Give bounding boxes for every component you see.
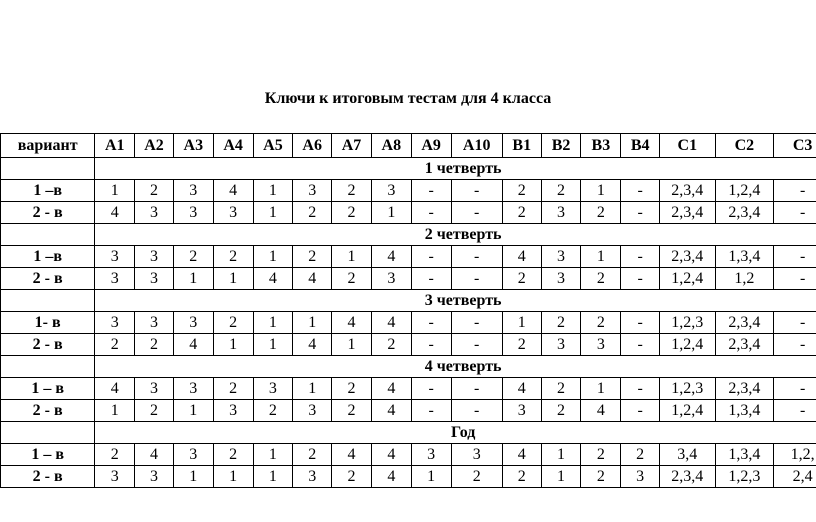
answer-cell: 1	[213, 466, 253, 488]
answer-cell: 3	[173, 312, 213, 334]
answer-cell: 4	[253, 268, 293, 290]
answer-cell: 2	[332, 202, 372, 224]
section-row	[1, 422, 816, 444]
answer-cell: 1,2,	[774, 444, 816, 466]
answer-cell: 2,3,4	[660, 202, 716, 224]
answer-cell: 2	[293, 202, 332, 224]
answer-cell: 4	[502, 378, 541, 400]
column-header: С1	[660, 134, 716, 158]
answer-cell: 4	[213, 180, 253, 202]
answer-cell: 3	[135, 312, 174, 334]
answer-cell: 4	[371, 312, 411, 334]
answer-cell: 3	[135, 246, 174, 268]
answer-cell: 2,3,4	[660, 466, 716, 488]
answer-cell: 4	[95, 202, 135, 224]
answer-cell: -	[774, 268, 816, 290]
section-label: 1 четверть	[95, 158, 816, 180]
column-header: А8	[371, 134, 411, 158]
answer-cell: 4	[502, 444, 541, 466]
column-header: В4	[621, 134, 660, 158]
answer-cell: 3	[502, 400, 541, 422]
answer-cell: 1	[253, 246, 293, 268]
variant-cell: 1 – в	[1, 444, 95, 466]
answer-cell: 3	[95, 246, 135, 268]
answer-cell: -	[451, 180, 502, 202]
answer-cell: 2	[332, 466, 372, 488]
column-header-variant: вариант	[1, 134, 95, 158]
variant-cell: 1 –в	[1, 246, 95, 268]
answer-cell: 3	[95, 268, 135, 290]
answer-cell: 1	[332, 246, 372, 268]
column-header: А1	[95, 134, 135, 158]
answer-cell: 1,2,4	[660, 268, 716, 290]
answer-cell: 2	[581, 202, 621, 224]
answer-cell: 3	[293, 180, 332, 202]
answer-cell: 3	[173, 202, 213, 224]
column-header: А5	[253, 134, 293, 158]
answer-cell: 2	[332, 378, 372, 400]
answer-keys-table	[0, 133, 816, 488]
answer-cell: -	[411, 312, 451, 334]
column-header: С2	[715, 134, 774, 158]
answer-cell: -	[411, 180, 451, 202]
answer-cell: 1	[581, 180, 621, 202]
column-header: В1	[502, 134, 541, 158]
answer-cell: 3	[135, 378, 174, 400]
variant-cell: 1 –в	[1, 180, 95, 202]
answer-cell: 1	[253, 202, 293, 224]
answer-cell: -	[411, 268, 451, 290]
answer-cell: 2	[541, 312, 581, 334]
answer-cell: 3	[173, 180, 213, 202]
variant-cell: 1 – в	[1, 378, 95, 400]
variant-cell: 2 - в	[1, 400, 95, 422]
section-blank-cell	[1, 224, 95, 246]
section-row	[1, 158, 816, 180]
answer-cell: 2	[581, 268, 621, 290]
answer-cell: 1	[173, 400, 213, 422]
answer-cell: 2	[502, 466, 541, 488]
answer-cell: 1,2,4	[660, 334, 716, 356]
answer-cell: 1,3,4	[715, 400, 774, 422]
answer-cell: 1	[411, 466, 451, 488]
answer-cell: -	[774, 202, 816, 224]
answer-cell: 1	[173, 268, 213, 290]
answer-cell: -	[411, 378, 451, 400]
answer-cell: 1	[213, 268, 253, 290]
answer-cell: 4	[371, 378, 411, 400]
section-blank-cell	[1, 290, 95, 312]
answer-cell: 4	[371, 444, 411, 466]
column-header: А4	[213, 134, 253, 158]
answer-cell: 4	[95, 378, 135, 400]
answer-cell: 3	[541, 202, 581, 224]
document-title: Ключи к итоговым тестам для 4 класса	[264, 90, 552, 107]
answer-cell: 1	[371, 202, 411, 224]
answer-cell: 1	[253, 444, 293, 466]
answer-cell: -	[451, 334, 502, 356]
answer-cell: 2	[213, 444, 253, 466]
section-blank-cell	[1, 422, 95, 444]
answer-cell: 1	[332, 334, 372, 356]
answer-cell: 1	[541, 466, 581, 488]
answer-cell: 1,3,4	[715, 246, 774, 268]
answer-cell: 3	[371, 180, 411, 202]
answer-cell: 1,2	[715, 268, 774, 290]
table-row	[1, 378, 816, 400]
answer-cell: 3	[213, 202, 253, 224]
answer-cell: -	[621, 246, 660, 268]
column-header: А9	[411, 134, 451, 158]
answer-cell: 4	[581, 400, 621, 422]
answer-cell: 4	[293, 268, 332, 290]
answer-cell: -	[621, 180, 660, 202]
answer-cell: 3	[541, 334, 581, 356]
answer-cell: -	[774, 312, 816, 334]
column-header: А10	[451, 134, 502, 158]
answer-cell: -	[774, 400, 816, 422]
table-row	[1, 466, 816, 488]
section-label: 2 четверть	[95, 224, 816, 246]
answer-cell: 2	[293, 246, 332, 268]
answer-cell: 2,3,4	[660, 180, 716, 202]
answer-cell: 2	[541, 180, 581, 202]
answer-cell: -	[621, 202, 660, 224]
table-row	[1, 246, 816, 268]
answer-cell: 2	[502, 180, 541, 202]
variant-cell: 1- в	[1, 312, 95, 334]
answer-cell: 3	[173, 378, 213, 400]
answer-cell: 3	[621, 466, 660, 488]
variant-cell: 2 - в	[1, 268, 95, 290]
answer-cell: -	[621, 378, 660, 400]
answer-cell: -	[451, 202, 502, 224]
answer-cell: 3	[213, 400, 253, 422]
answer-cell: 1	[173, 466, 213, 488]
answer-cell: 2	[581, 444, 621, 466]
answer-cell: 3	[135, 202, 174, 224]
answer-cell: -	[774, 180, 816, 202]
answer-cell: -	[774, 246, 816, 268]
answer-cell: 4	[293, 334, 332, 356]
table-row	[1, 334, 816, 356]
answer-cell: 2	[213, 312, 253, 334]
answer-cell: 2	[451, 466, 502, 488]
column-header: А3	[173, 134, 213, 158]
answer-cell: 3	[451, 444, 502, 466]
answer-cell: 1	[581, 378, 621, 400]
answer-cell: -	[451, 400, 502, 422]
answer-cell: 3	[95, 312, 135, 334]
column-header: С3	[774, 134, 816, 158]
answer-cell: 2	[502, 202, 541, 224]
section-row	[1, 224, 816, 246]
column-header: В3	[581, 134, 621, 158]
answer-cell: 4	[371, 246, 411, 268]
table-row	[1, 400, 816, 422]
answer-cell: 1	[253, 312, 293, 334]
answer-cell: -	[451, 246, 502, 268]
answer-cell: 3	[253, 378, 293, 400]
answer-cell: 2	[332, 180, 372, 202]
answer-cell: 4	[371, 466, 411, 488]
answer-cell: 2	[293, 444, 332, 466]
answer-cell: -	[621, 312, 660, 334]
answer-cell: 2,3,4	[660, 246, 716, 268]
answer-cell: 3	[173, 444, 213, 466]
answer-cell: 1	[253, 334, 293, 356]
table-row	[1, 444, 816, 466]
answer-cell: -	[411, 400, 451, 422]
answer-cell: 3	[95, 466, 135, 488]
answer-cell: -	[411, 202, 451, 224]
answer-cell: 2	[213, 246, 253, 268]
answer-cell: 3	[541, 268, 581, 290]
section-label: Год	[95, 422, 816, 444]
answer-cell: 3	[135, 268, 174, 290]
answer-cell: 2	[135, 400, 174, 422]
answer-cell: 1	[213, 334, 253, 356]
section-label: 3 четверть	[95, 290, 816, 312]
section-label: 4 четверть	[95, 356, 816, 378]
answer-cell: 4	[332, 312, 372, 334]
answer-cell: 1	[502, 312, 541, 334]
answer-cell: 3,4	[660, 444, 716, 466]
answer-cell: 1	[253, 466, 293, 488]
answer-cell: -	[621, 400, 660, 422]
answer-cell: 1	[293, 378, 332, 400]
answer-cell: 3	[581, 334, 621, 356]
answer-cell: 2	[95, 444, 135, 466]
answer-cell: 2	[135, 180, 174, 202]
answer-cell: 1,2,4	[715, 180, 774, 202]
answer-cell: -	[451, 268, 502, 290]
answer-cell: 4	[502, 246, 541, 268]
answer-cell: 4	[173, 334, 213, 356]
answer-cell: 1,2,3	[715, 466, 774, 488]
answer-cell: 2	[541, 400, 581, 422]
answer-cell: 1	[95, 400, 135, 422]
answer-cell: -	[451, 378, 502, 400]
answer-cell: -	[451, 312, 502, 334]
answer-cell: 2	[173, 246, 213, 268]
answer-cell: 3	[293, 400, 332, 422]
column-header: А6	[293, 134, 332, 158]
answer-cell: 3	[541, 246, 581, 268]
section-blank-cell	[1, 356, 95, 378]
answer-cell: 2,3,4	[715, 312, 774, 334]
answer-cell: 1	[253, 180, 293, 202]
table-row	[1, 312, 816, 334]
answer-cell: 2,4	[774, 466, 816, 488]
answer-cell: -	[621, 334, 660, 356]
answer-cell: 2	[502, 334, 541, 356]
answer-cell: 2	[371, 334, 411, 356]
answer-cell: -	[411, 246, 451, 268]
answer-cell: 1,2,3	[660, 378, 716, 400]
answer-cell: 2,3,4	[715, 378, 774, 400]
answer-cell: 2	[581, 312, 621, 334]
answer-cell: -	[774, 378, 816, 400]
column-header: А2	[135, 134, 174, 158]
answer-cell: 1,2,3	[660, 312, 716, 334]
answer-cell: 2	[95, 334, 135, 356]
column-header: А7	[332, 134, 372, 158]
variant-cell: 2 - в	[1, 202, 95, 224]
table-row	[1, 268, 816, 290]
table-row	[1, 180, 816, 202]
answer-cell: 4	[371, 400, 411, 422]
section-row	[1, 356, 816, 378]
answer-cell: 1,3,4	[715, 444, 774, 466]
answer-cell: 3	[411, 444, 451, 466]
header-row	[1, 134, 816, 158]
answer-cell: 2	[541, 378, 581, 400]
answer-cell: 2	[332, 268, 372, 290]
answer-cell: 1	[541, 444, 581, 466]
column-header: В2	[541, 134, 581, 158]
answer-cell: 4	[135, 444, 174, 466]
answer-cell: -	[621, 268, 660, 290]
answer-cell: 4	[332, 444, 372, 466]
answer-cell: -	[774, 334, 816, 356]
section-blank-cell	[1, 158, 95, 180]
answer-cell: 3	[135, 466, 174, 488]
variant-cell: 2 - в	[1, 334, 95, 356]
answer-cell: 3	[293, 466, 332, 488]
answer-cell: 2	[213, 378, 253, 400]
answer-cell: 2	[332, 400, 372, 422]
answer-cell: 2,3,4	[715, 334, 774, 356]
answer-cell: 2	[502, 268, 541, 290]
answer-cell: 2	[135, 334, 174, 356]
answer-cell: 1	[293, 312, 332, 334]
variant-cell: 2 - в	[1, 466, 95, 488]
answer-cell: 2,3,4	[715, 202, 774, 224]
answer-cell: 1	[95, 180, 135, 202]
answer-cell: 1,2,4	[660, 400, 716, 422]
answer-cell: -	[411, 334, 451, 356]
section-row	[1, 290, 816, 312]
answer-cell: 2	[253, 400, 293, 422]
answer-cell: 2	[581, 466, 621, 488]
table-row	[1, 202, 816, 224]
answer-cell: 1	[581, 246, 621, 268]
answer-cell: 3	[371, 268, 411, 290]
answer-cell: 2	[621, 444, 660, 466]
